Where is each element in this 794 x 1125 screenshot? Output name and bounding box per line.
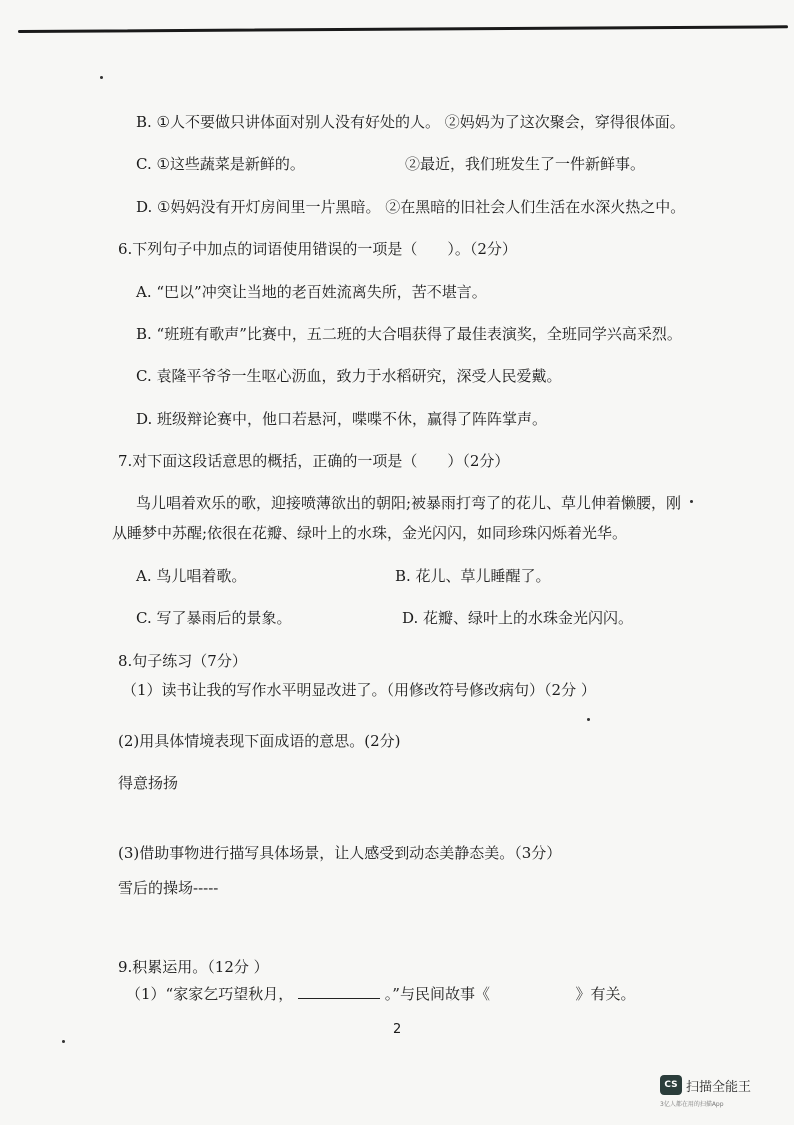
scanner-app-name: 扫描全能王 xyxy=(686,1080,752,1095)
q8-title: 8.句子练习（7分） xyxy=(118,652,247,670)
q9-sub1-blank-story[interactable] xyxy=(495,984,571,999)
q6-option-a: A. “巴以”冲突让当地的老百姓流离失所，苦不堪言。 xyxy=(136,283,487,301)
q5-option-c-part2: ②最近，我们班发生了一件新鲜事。 xyxy=(405,155,646,173)
q6-question: 6.下列句子中加点的词语使用错误的一项是（ ）。（2分） xyxy=(118,240,517,258)
q9-sub1-part1: （1）“家家乞巧望秋月， xyxy=(126,985,294,1003)
q5-option-d: D. ①妈妈没有开灯房间里一片黑暗。 ②在黑暗的旧社会人们生活在水深火热之中。 xyxy=(136,198,686,216)
q8-sub2: (2)用具体情境表现下面成语的意思。(2分) xyxy=(118,732,401,750)
q9-sub1-part2: 。”与民间故事《 xyxy=(384,985,490,1003)
page-number: 2 xyxy=(393,1022,402,1037)
q9-sub1-part3: 》有关。 xyxy=(575,985,636,1003)
q7-passage-line2: 从睡梦中苏醒;依很在花瓣、绿叶上的水珠，金光闪闪，如同珍珠闪烁着光华。 xyxy=(112,524,628,542)
q7-option-c: C. 写了暴雨后的景象。 xyxy=(136,609,292,627)
q5-option-c-part1: C. ①这些蔬菜是新鲜的。 xyxy=(136,155,305,173)
q9-title: 9.积累运用。（12分 ） xyxy=(118,958,269,976)
q6-option-d: D. 班级辩论赛中，他口若悬河，喋喋不休，赢得了阵阵掌声。 xyxy=(136,410,548,428)
q7-question: 7.对下面这段话意思的概括，正确的一项是（ ）（2分） xyxy=(118,452,510,470)
q8-sub2-idiom: 得意扬扬 xyxy=(118,774,179,792)
q8-sub3: (3)借助事物进行描写具体场景，让人感受到动态美静态美。（3分） xyxy=(118,844,562,862)
q7-option-d: D. 花瓣、绿叶上的水珠金光闪闪。 xyxy=(402,609,634,627)
scan-speck xyxy=(587,718,590,721)
scanner-watermark xyxy=(660,1075,780,1111)
q8-sub3-topic: 雪后的操场----- xyxy=(118,879,219,897)
scan-speck xyxy=(100,76,103,79)
q9-sub1-blank-poem[interactable] xyxy=(298,984,380,999)
q5-option-b: B. ①人不要做只讲体面对别人没有好处的人。 ②妈妈为了这次聚会，穿得很体面。 xyxy=(136,113,685,131)
top-rule xyxy=(18,25,788,33)
scan-speck xyxy=(62,1040,65,1043)
scanner-logo-icon: CS xyxy=(660,1075,682,1095)
scan-speck xyxy=(690,500,693,503)
q8-sub1: （1）读书让我的写作水平明显改进了。（用修改符号修改病句）（2分 ） xyxy=(122,681,596,699)
q7-passage-line1: 鸟儿唱着欢乐的歌，迎接喷薄欲出的朝阳;被暴雨打弯了的花儿、草儿伸着懒腰，刚 xyxy=(136,494,682,512)
scanner-tagline: 3亿人都在用的扫描App xyxy=(660,1101,724,1108)
q9-sub1 xyxy=(126,984,636,1004)
q7-option-b: B. 花儿、草儿睡醒了。 xyxy=(395,567,551,585)
q6-option-b: B. “班班有歌声”比赛中，五二班的大合唱获得了最佳表演奖，全班同学兴高采烈。 xyxy=(136,325,682,343)
q6-option-c: C. 袁隆平爷爷一生呕心沥血，致力于水稻研究，深受人民爱戴。 xyxy=(136,367,562,385)
q7-option-a: A. 鸟儿唱着歌。 xyxy=(136,567,247,585)
